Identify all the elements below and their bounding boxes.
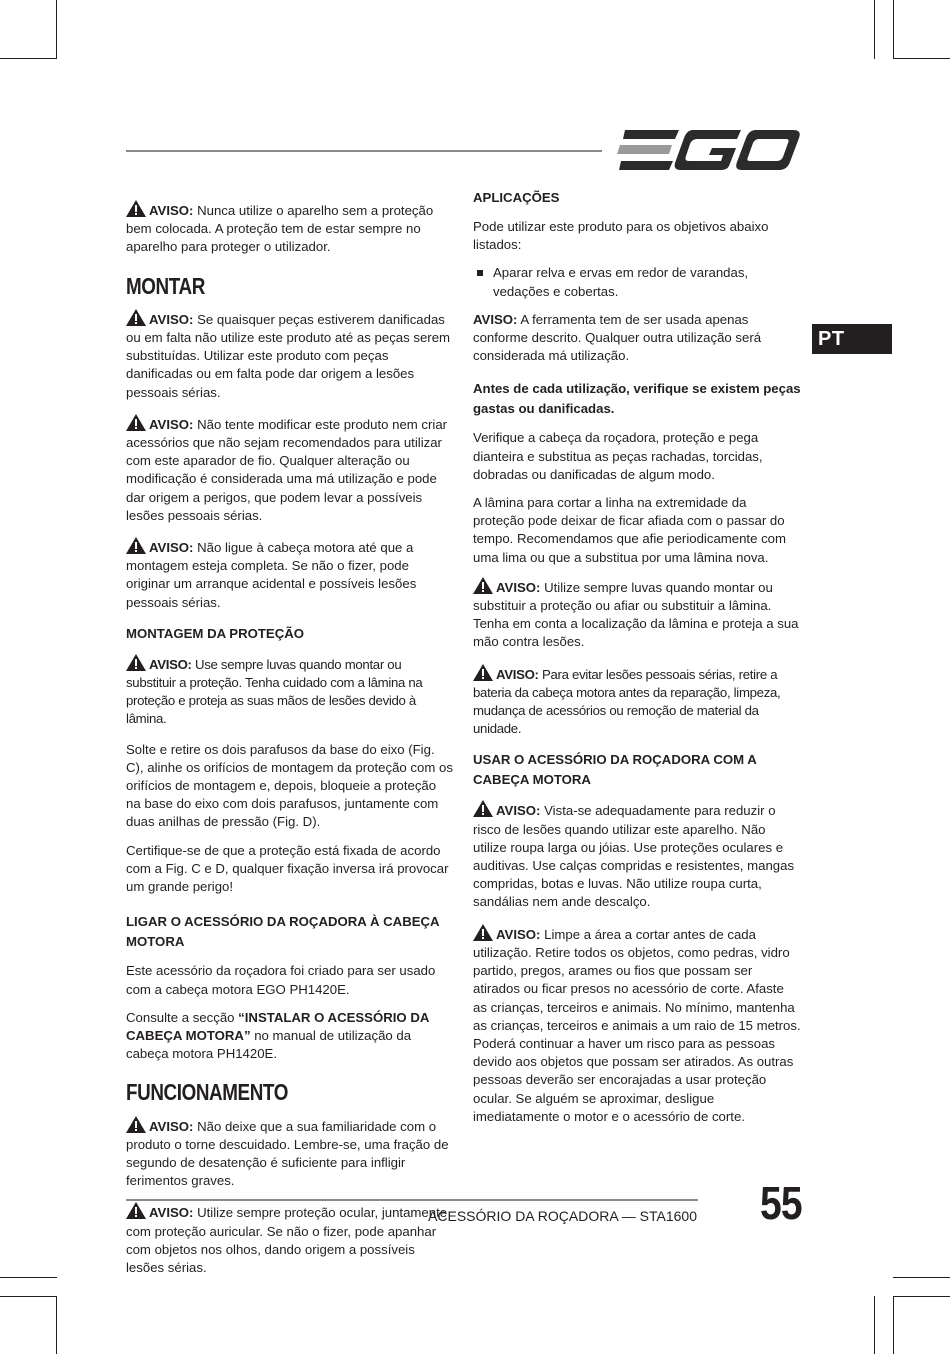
warning-text: Utilize sempre proteção ocular, juntamente com proteção auricular. Se não o fizer, pode apanhar com objetos nos olhos, dando origem a possíveis lesões sérias. [126, 1205, 448, 1275]
warning-text: Se quaisquer peças estiverem danificadas ou em falta não utilize este produto até as peças serem substituídas. Utilizar este produto com peças danificadas ou em falta pode dar origem a lesões pessoais sérias. [126, 311, 451, 400]
body-paragraph: Verifique a cabeça da roçadora, proteção e pega dianteira e substitua as peças rachadas, torcidas, dobradas ou danificadas de algum modo. [473, 430, 763, 482]
warning-triangle-icon [126, 1202, 146, 1219]
subsection-title-aplicacoes: APLICAÇÕES [473, 190, 560, 205]
warning-text: Use sempre luvas quando montar ou substituir a proteção. Tenha cuidado com a lâmina na proteção e proteja as suas mãos de lesões devido à lâmina. [126, 656, 423, 727]
warning-text: Limpe a área a cortar antes de cada utilização. Retire todos os objetos, como pedras, vidro partido, pregos, arames ou fios que possam ser atirados ou ficar presos no acessório de corte. Afaste as crianças, terceiros e animais. No mínimo, mantenha as crianças, terceiros e animais a um raio de 15 metros. Poderá continuar a haver um risco para as pessoas devido aos objetos que possam ser atirados. As outras pessoas deverão ser encorajadas a usar proteção ocular. Se alguém se aproximar, desligue imediatamente o motor e o acessório de corte. [473, 926, 801, 1124]
body-paragraph: Certifique-se de que a proteção está fixada de acordo com a Fig. C e D, qualquer fixação inversa irá provocar um grande perigo! [126, 842, 449, 895]
subsection-title-antes: Antes de cada utilização, verifique se existem peças gastas ou danificadas. [473, 381, 801, 417]
section-title-montar: MONTAR [126, 272, 205, 299]
crop-mark [874, 1296, 875, 1354]
warning-triangle-icon [126, 537, 146, 554]
warning-text: Não deixe que a sua familiaridade com o produto o torne descuidado. Lembre-se, uma fração de segundo de desatenção é suficiente para infligir ferimentos graves. [126, 1118, 449, 1189]
warning-label: AVISO: [496, 926, 541, 942]
warning-paragraph [126, 537, 454, 612]
body-paragraph: Este acessório da roçadora foi criado para ser usado com a cabeça motora EGO PH1420E. [126, 963, 436, 997]
warning-text: Não tente modificar este produto nem criar acessórios que não sejam recomendados para utilizar com este aparador de fio. Qualquer alteração ou modificação é considerada uma má utilização e pode dar origem a perigos, que podem levar a possíveis lesões pessoais sérias. [126, 416, 448, 523]
warning-paragraph [126, 414, 454, 525]
warning-triangle-icon [126, 309, 146, 326]
warning-triangle-icon [126, 1116, 146, 1133]
warning-label: AVISO: [149, 416, 194, 432]
warning-paragraph [126, 1202, 454, 1277]
body-text: Consulte a secção [126, 1009, 239, 1025]
crop-mark [56, 1296, 57, 1354]
crop-mark [893, 1296, 950, 1297]
warning-triangle-icon [126, 200, 146, 217]
crop-mark [893, 0, 894, 59]
warning-text: A ferramenta tem de ser usada apenas conforme descrito. Qualquer outra utilização será considerada má utilização. [473, 311, 762, 364]
list-item [473, 264, 801, 300]
language-tab: PT [812, 324, 892, 354]
crop-mark [893, 1277, 950, 1278]
footer-rule [126, 1199, 698, 1201]
warning-label: AVISO: [149, 656, 192, 672]
section-title-funcionamento: FUNCIONAMENTO [126, 1079, 288, 1106]
body-paragraph: A lâmina para cortar a linha na extremidade da proteção pode deixar de ficar afiada com o passar do tempo. Recomendamos que afie periodicamente com uma lima ou que a substitua por uma lâmina nova. [473, 495, 787, 565]
warning-text: Não ligue à cabeça motora até que a montagem esteja completa. Se não o fizer, pode originar um arranque acidental e possíveis lesões pessoais sérias. [126, 540, 417, 610]
ego-logo [617, 130, 800, 170]
warning-paragraph [126, 654, 454, 729]
page-number: 55 [760, 1177, 802, 1229]
warning-paragraph [473, 800, 801, 911]
list-item-text: Aparar relva e ervas em redor de varandas, vedações e cobertas. [493, 265, 749, 299]
warning-label: AVISO: [149, 203, 194, 218]
subsection-title-usar: USAR O ACESSÓRIO DA ROÇADORA COM A CABEÇA MOTORA [473, 752, 757, 788]
crop-mark [874, 0, 875, 59]
body-paragraph: Pode utilizar este produto para os objetivos abaixo listados: [473, 219, 769, 253]
subsection-title-ligar: LIGAR O ACESSÓRIO DA ROÇADORA À CABEÇA MOTORA [126, 914, 440, 950]
warning-triangle-icon [473, 664, 493, 681]
warning-label: AVISO: [149, 1205, 194, 1221]
body-paragraph [126, 1009, 454, 1064]
notice-paragraph [473, 311, 801, 366]
warning-paragraph [473, 664, 801, 739]
warning-text: Para evitar lesões pessoais sérias, retire a bateria da cabeça motora antes da reparação, limpeza, mudança de acessórios ou remoção de material da unidade. [473, 666, 781, 737]
warning-text: Nunca utilize o aparelho sem a proteção bem colocada. A proteção tem de estar sempre no aparelho para proteger o utilizador. [126, 203, 434, 255]
crop-mark [0, 58, 57, 59]
section-reference: “INSTALAR O ACESSÓRIO DA CABEÇA MOTORA” [126, 1009, 429, 1043]
warning-triangle-icon [126, 654, 146, 671]
warning-label: AVISO: [496, 579, 541, 595]
warning-triangle-icon [126, 414, 146, 431]
warning-label: AVISO: [496, 803, 541, 819]
subsection-title-montagem: MONTAGEM DA PROTEÇÃO [126, 625, 305, 641]
body-text: no manual de utilização da cabeça motora PH1420E. [126, 1027, 412, 1062]
warning-triangle-icon [473, 800, 493, 817]
warning-paragraph [126, 309, 454, 402]
warning-triangle-icon [473, 577, 493, 594]
crop-mark [56, 0, 57, 59]
warning-label: AVISO: [149, 540, 194, 556]
warning-paragraph [126, 1116, 454, 1191]
warning-text: Utilize sempre luvas quando montar ou substituir a proteção ou afiar ou substituir a lâmina. Tenha em conta a localização da lâmina e proteja a sua mão contra lesões. [473, 579, 799, 650]
warning-triangle-icon [473, 924, 493, 941]
warning-label: AVISO: [149, 1118, 194, 1134]
warning-paragraph [473, 577, 801, 652]
right-column [473, 188, 801, 1138]
warning-label: AVISO: [149, 311, 194, 327]
footer-product-name: ACESSÓRIO DA ROÇADORA — STA1600 [428, 1208, 697, 1224]
left-column [126, 200, 454, 1289]
crop-mark [893, 58, 950, 59]
warning-paragraph [126, 200, 454, 257]
header-rule [126, 150, 602, 152]
warning-label: AVISO: [496, 666, 539, 682]
bullet-square-icon [477, 270, 483, 276]
crop-mark [0, 1277, 57, 1278]
warning-text: Vista-se adequadamente para reduzir o risco de lesões quando utilizar este aparelho. Não utilize roupa larga ou jóias. Use proteções oculares e auditivas. Use calças compridas e resistentes, mangas compridas, botas e luvas. Não utilize roupa curta, sandálias nem ande descalço. [473, 803, 795, 910]
warning-paragraph [473, 924, 801, 1126]
crop-mark [0, 1296, 57, 1297]
warning-label: AVISO: [473, 311, 518, 327]
crop-mark [893, 1296, 894, 1354]
body-paragraph: Solte e retire os dois parafusos da base do eixo (Fig. C), alinhe os orifícios de montagem da proteção com os orifícios de montagem e, depois, bloqueie a proteção na base do eixo com dois parafusos, juntamente com duas anilhas de pressão (Fig. D). [126, 741, 453, 830]
